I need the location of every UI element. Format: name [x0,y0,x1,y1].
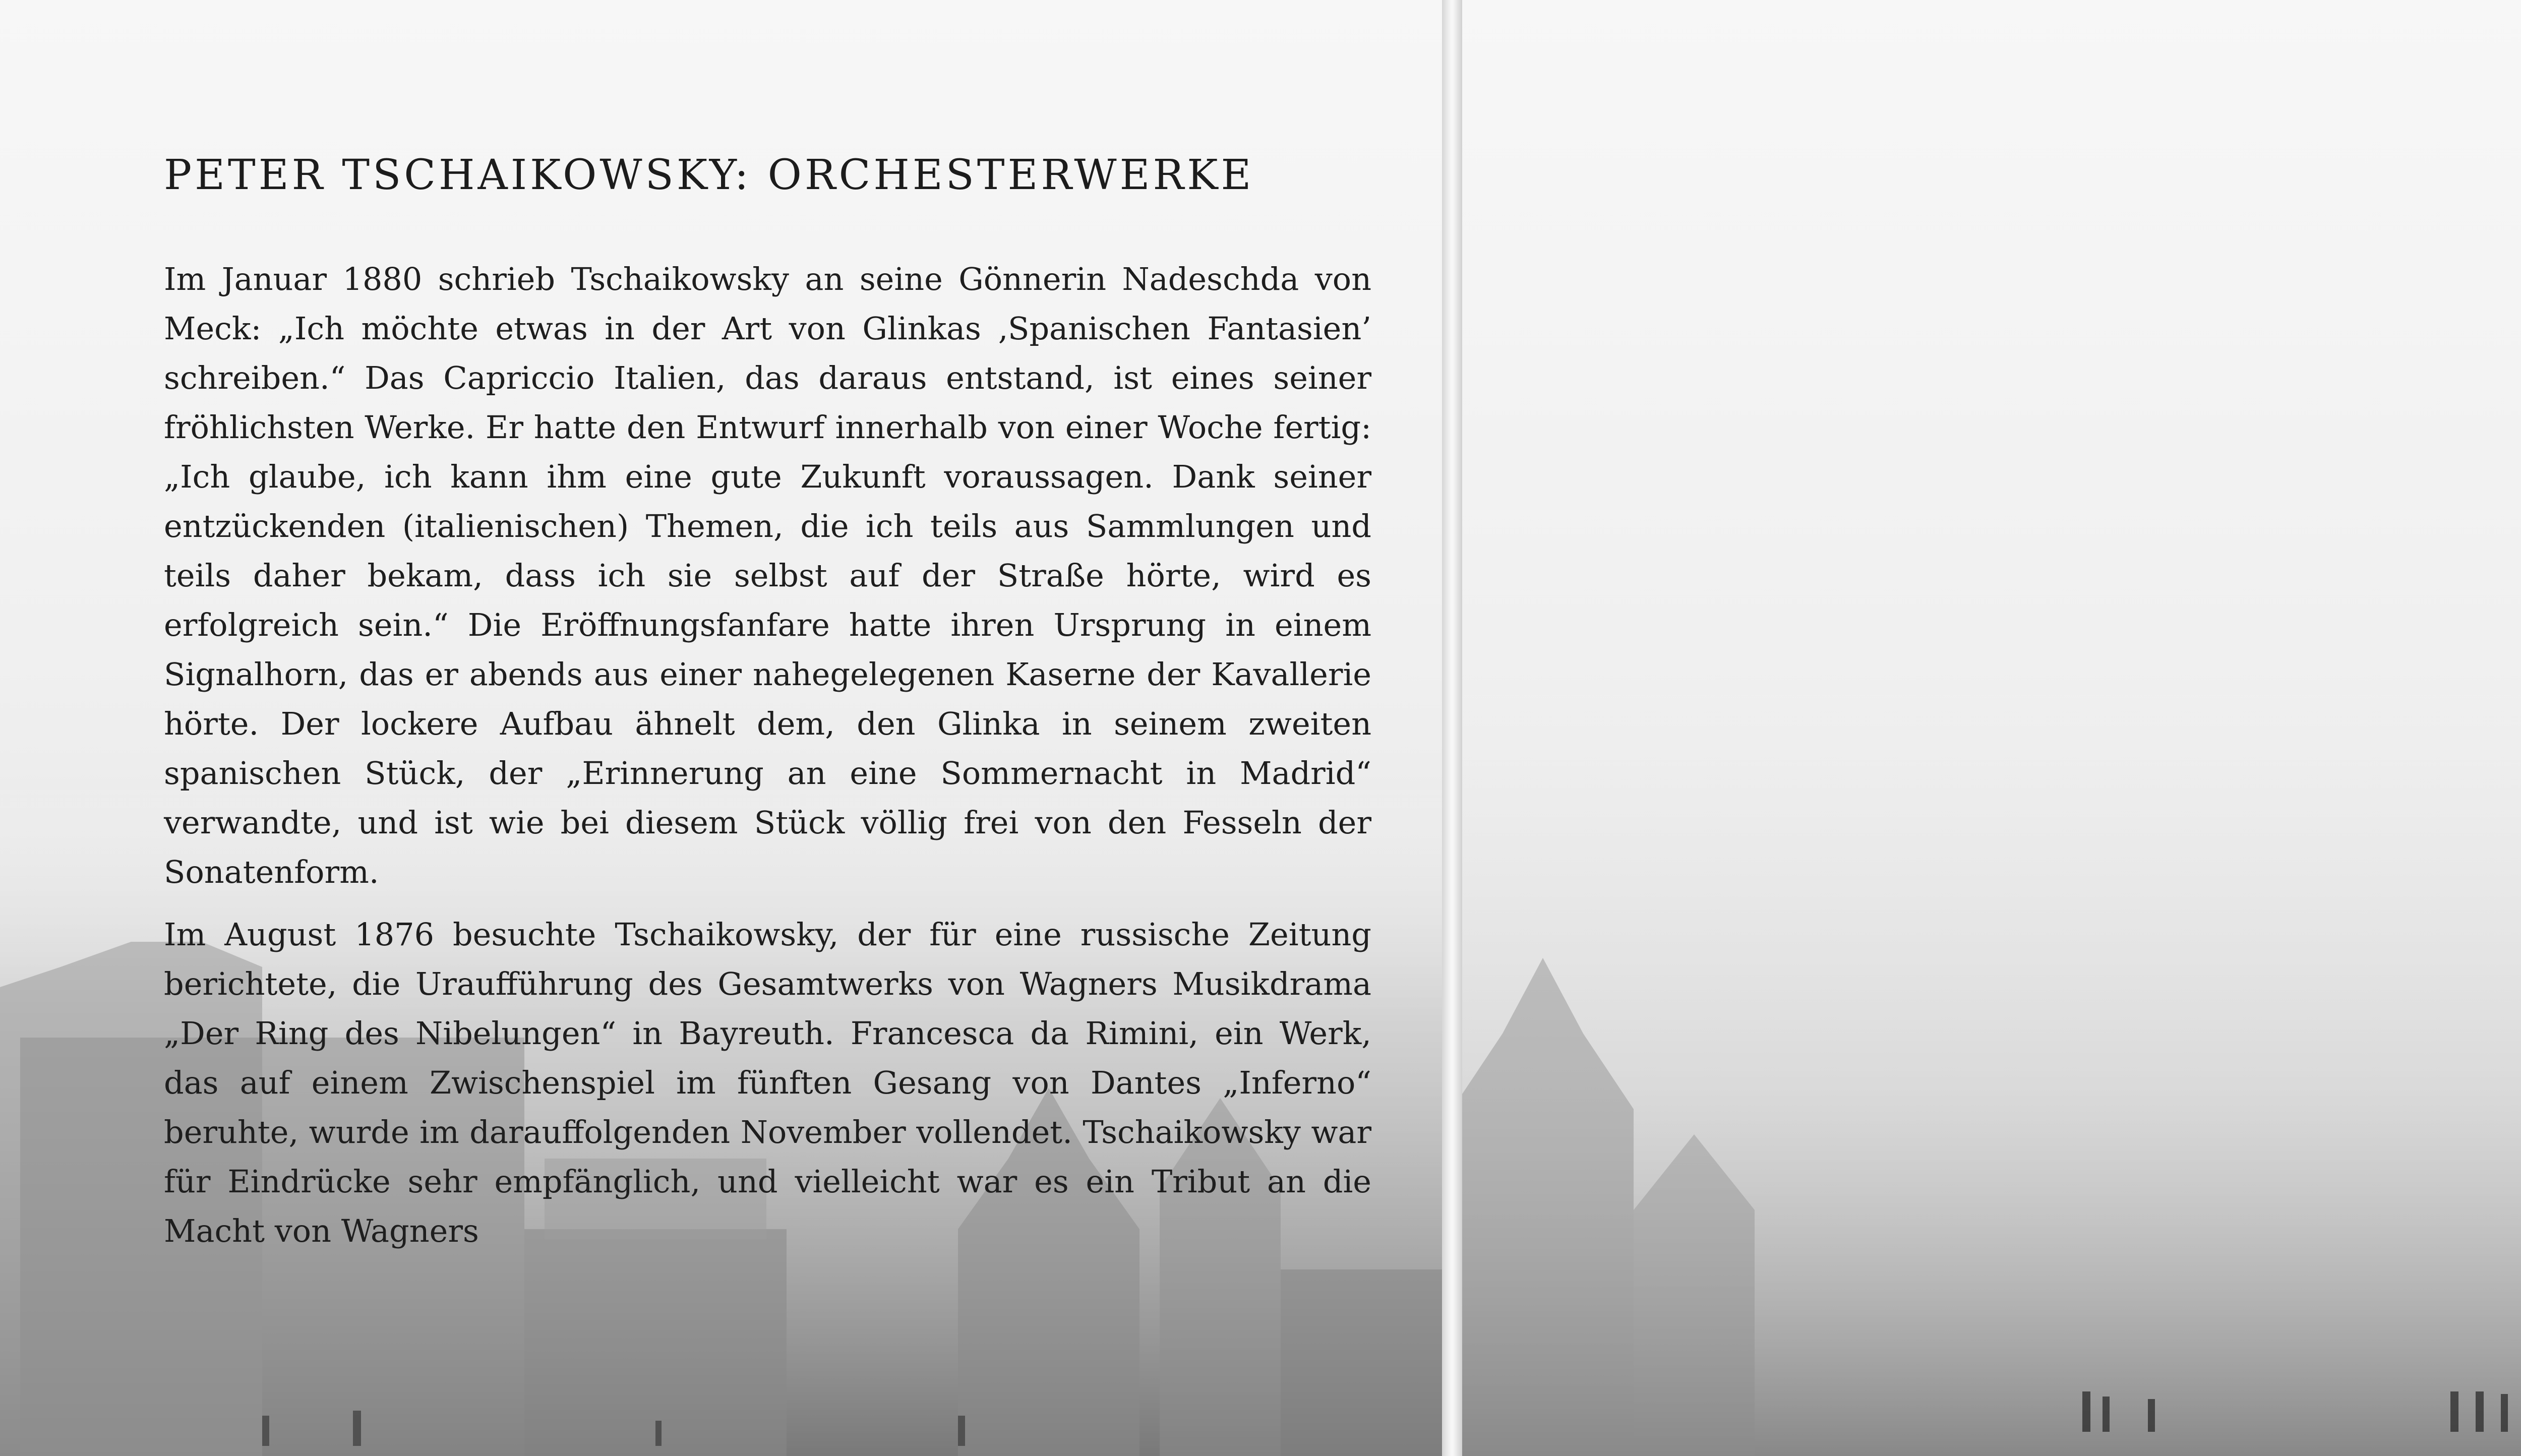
page-gutter [1442,0,1462,1456]
page-title: PETER TSCHAIKOWSKY: ORCHESTERWERKE [164,151,1254,199]
right-page [1452,0,2521,1456]
paragraph-capriccio: Im Januar 1880 schrieb Tschaikowsky an seine Gönnerin Nadeschda von Meck: „Ich möchte etwas in der Art von Glinkas ‚Spanischen Fantasien’ schreiben.“ Das Capriccio Italien, das daraus entstand, ist eines seiner fröhlichsten Werke. Er hatte den Entwurf innerhalb von einer Woche fertig: „Ich glaube, ich kann ihm eine gute Zukunft voraussagen. Dank seiner entzückenden (italienischen) Themen, die ich teils aus Sammlungen und teils daher bekam, dass ich sie selbst auf der Straße hörte, wird es erfolgreich sein.“ Die Eröffnungsfanfare hatte ihren Ursprung in einem Signalhorn, das er abends aus einer nahegelegenen Kaserne der Kavallerie hörte. Der lockere Aufbau ähnelt dem, den Glinka in seinem zweiten spanischen Stück, der „Erinnerung an eine Sommernacht in Madrid“ verwandte, und ist wie bei diesem Stück völlig frei von den Fesseln der Sonatenform. [164,261,1371,890]
right-background-photo [1452,0,2521,1456]
paragraph-francesca: Im August 1876 besuchte Tschaikowsky, der für eine russische Zeitung berichtete, die Uraufführung des Gesamtwerks von Wagners Musikdrama „Der Ring des Nibelungen“ in Bayreuth. Francesca da Rimini, ein Werk, das auf einem Zwischenspiel im fünften Gesang von Dantes „Inferno“ beruhte, wurde im darauffolgenden November vollendet. Tschaikowsky war für Eindrücke sehr empfänglich, und vielleicht war es ein Tribut an die Macht von Wagners [164,916,1371,1249]
